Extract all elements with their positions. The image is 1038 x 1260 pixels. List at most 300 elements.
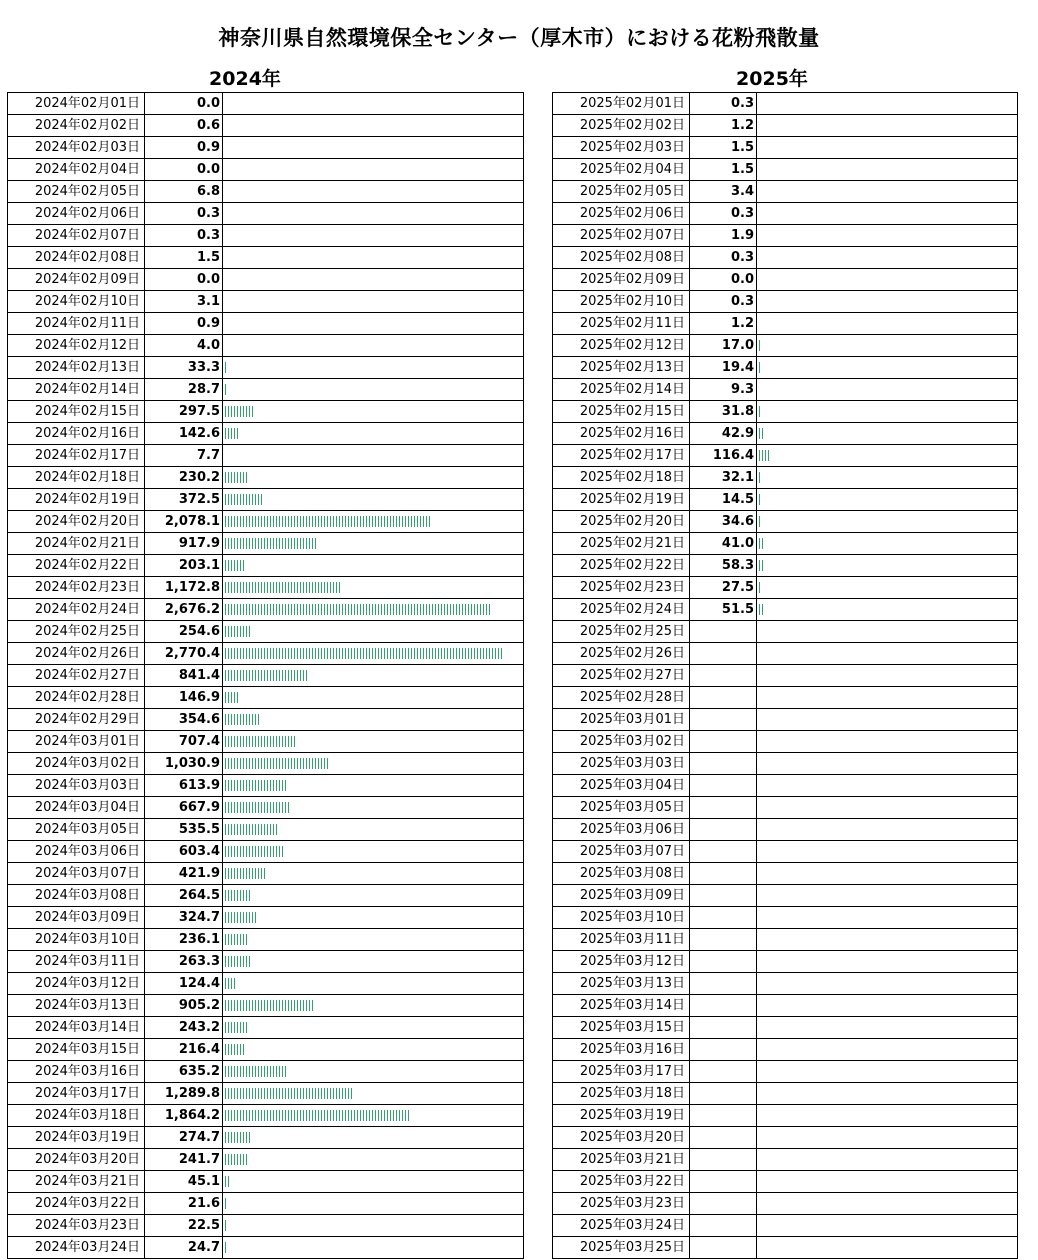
date-cell: 2025年02月01日 bbox=[553, 93, 690, 114]
bar-cell bbox=[757, 1237, 1017, 1258]
table-row bbox=[552, 423, 1018, 445]
table-row bbox=[552, 687, 1018, 709]
bar-cell bbox=[223, 1017, 523, 1038]
table-row bbox=[552, 225, 1018, 247]
bar-cell bbox=[223, 643, 523, 664]
value-cell: 17.0 bbox=[690, 335, 757, 356]
table-row bbox=[552, 203, 1018, 225]
pollen-bar bbox=[225, 890, 251, 901]
bar-cell bbox=[223, 1105, 523, 1126]
bar-cell bbox=[757, 203, 1017, 224]
table-row bbox=[7, 533, 524, 555]
table-row bbox=[7, 313, 524, 335]
date-cell: 2025年02月17日 bbox=[553, 445, 690, 466]
table-row bbox=[7, 379, 524, 401]
value-cell: 613.9 bbox=[145, 775, 223, 796]
bar-cell bbox=[757, 687, 1017, 708]
table-row bbox=[7, 555, 524, 577]
date-cell: 2025年03月15日 bbox=[553, 1017, 690, 1038]
bar-cell bbox=[223, 1149, 523, 1170]
table-row bbox=[7, 753, 524, 775]
date-cell: 2024年02月10日 bbox=[8, 291, 145, 312]
date-cell: 2024年02月29日 bbox=[8, 709, 145, 730]
table-row bbox=[7, 995, 524, 1017]
date-cell: 2024年02月28日 bbox=[8, 687, 145, 708]
date-cell: 2025年02月15日 bbox=[553, 401, 690, 422]
table-row bbox=[7, 907, 524, 929]
table-row bbox=[7, 1061, 524, 1083]
table-row bbox=[552, 1039, 1018, 1061]
bar-cell bbox=[757, 445, 1017, 466]
date-cell: 2024年02月21日 bbox=[8, 533, 145, 554]
value-cell: 1,030.9 bbox=[145, 753, 223, 774]
table-row bbox=[7, 467, 524, 489]
value-cell: 3.4 bbox=[690, 181, 757, 202]
table-row bbox=[7, 203, 524, 225]
value-cell bbox=[690, 841, 757, 862]
bar-cell bbox=[223, 137, 523, 158]
date-cell: 2024年03月02日 bbox=[8, 753, 145, 774]
date-cell: 2024年03月15日 bbox=[8, 1039, 145, 1060]
value-cell: 45.1 bbox=[145, 1171, 223, 1192]
table-row bbox=[552, 1237, 1018, 1259]
pollen-bar bbox=[759, 340, 760, 351]
table-row bbox=[552, 1149, 1018, 1171]
table-row bbox=[552, 401, 1018, 423]
value-cell: 274.7 bbox=[145, 1127, 223, 1148]
bar-cell bbox=[223, 929, 523, 950]
date-cell: 2025年02月09日 bbox=[553, 269, 690, 290]
value-cell: 216.4 bbox=[145, 1039, 223, 1060]
value-cell: 21.6 bbox=[145, 1193, 223, 1214]
date-cell: 2025年03月13日 bbox=[553, 973, 690, 994]
table-row bbox=[552, 577, 1018, 599]
date-cell: 2025年03月08日 bbox=[553, 863, 690, 884]
date-cell: 2024年02月14日 bbox=[8, 379, 145, 400]
date-cell: 2025年02月10日 bbox=[553, 291, 690, 312]
date-cell: 2025年03月23日 bbox=[553, 1193, 690, 1214]
bar-cell bbox=[223, 1215, 523, 1236]
table-row bbox=[552, 1061, 1018, 1083]
date-cell: 2025年03月20日 bbox=[553, 1127, 690, 1148]
pollen-bar bbox=[225, 648, 502, 659]
pollen-bar bbox=[225, 1022, 249, 1033]
date-cell: 2024年02月07日 bbox=[8, 225, 145, 246]
date-cell: 2025年03月02日 bbox=[553, 731, 690, 752]
value-cell: 0.3 bbox=[690, 203, 757, 224]
table-row bbox=[552, 269, 1018, 291]
date-cell: 2024年02月16日 bbox=[8, 423, 145, 444]
table-row bbox=[552, 1083, 1018, 1105]
date-cell: 2025年02月19日 bbox=[553, 489, 690, 510]
table-row bbox=[552, 467, 1018, 489]
date-cell: 2025年03月25日 bbox=[553, 1237, 690, 1258]
table-row bbox=[552, 841, 1018, 863]
value-cell: 2,770.4 bbox=[145, 643, 223, 664]
bar-cell bbox=[223, 313, 523, 334]
bar-cell bbox=[757, 1127, 1017, 1148]
bar-cell bbox=[757, 555, 1017, 576]
value-cell: 2,676.2 bbox=[145, 599, 223, 620]
table-row bbox=[7, 115, 524, 137]
value-cell: 635.2 bbox=[145, 1061, 223, 1082]
value-cell: 1,289.8 bbox=[145, 1083, 223, 1104]
table-row bbox=[7, 423, 524, 445]
value-cell bbox=[690, 1017, 757, 1038]
date-cell: 2024年02月09日 bbox=[8, 269, 145, 290]
date-cell: 2024年03月16日 bbox=[8, 1061, 145, 1082]
pollen-bar bbox=[759, 604, 764, 615]
value-cell bbox=[690, 709, 757, 730]
bar-cell bbox=[223, 115, 523, 136]
value-cell: 0.3 bbox=[690, 291, 757, 312]
bar-cell bbox=[757, 159, 1017, 180]
table-row bbox=[552, 313, 1018, 335]
pollen-bar bbox=[225, 670, 309, 681]
date-cell: 2024年02月08日 bbox=[8, 247, 145, 268]
date-cell: 2024年03月06日 bbox=[8, 841, 145, 862]
date-cell: 2024年02月02日 bbox=[8, 115, 145, 136]
value-cell bbox=[690, 863, 757, 884]
table-row bbox=[7, 1039, 524, 1061]
value-cell: 905.2 bbox=[145, 995, 223, 1016]
table-row bbox=[7, 357, 524, 379]
pollen-bar bbox=[225, 758, 328, 769]
date-cell: 2024年03月12日 bbox=[8, 973, 145, 994]
date-cell: 2024年02月05日 bbox=[8, 181, 145, 202]
table-row bbox=[7, 181, 524, 203]
bar-cell bbox=[757, 269, 1017, 290]
table-row bbox=[7, 731, 524, 753]
value-cell bbox=[690, 1105, 757, 1126]
date-cell: 2024年02月25日 bbox=[8, 621, 145, 642]
bar-cell bbox=[223, 995, 523, 1016]
date-cell: 2025年03月09日 bbox=[553, 885, 690, 906]
date-cell: 2024年02月23日 bbox=[8, 577, 145, 598]
value-cell: 0.3 bbox=[145, 203, 223, 224]
date-cell: 2025年03月19日 bbox=[553, 1105, 690, 1126]
date-cell: 2024年03月08日 bbox=[8, 885, 145, 906]
date-cell: 2025年03月10日 bbox=[553, 907, 690, 928]
bar-cell bbox=[757, 995, 1017, 1016]
bar-cell bbox=[223, 577, 523, 598]
value-cell: 0.0 bbox=[690, 269, 757, 290]
bar-cell bbox=[757, 1061, 1017, 1082]
table-row bbox=[7, 1105, 524, 1127]
date-cell: 2025年03月16日 bbox=[553, 1039, 690, 1060]
value-cell: 41.0 bbox=[690, 533, 757, 554]
value-cell bbox=[690, 621, 757, 642]
table-row bbox=[7, 863, 524, 885]
value-cell: 236.1 bbox=[145, 929, 223, 950]
bar-cell bbox=[223, 665, 523, 686]
bar-cell bbox=[223, 511, 523, 532]
value-cell bbox=[690, 885, 757, 906]
value-cell: 603.4 bbox=[145, 841, 223, 862]
table-row bbox=[7, 885, 524, 907]
date-cell: 2025年03月05日 bbox=[553, 797, 690, 818]
value-cell: 58.3 bbox=[690, 555, 757, 576]
table-row bbox=[7, 445, 524, 467]
value-cell bbox=[690, 1061, 757, 1082]
table-row bbox=[7, 335, 524, 357]
bar-cell bbox=[757, 423, 1017, 444]
value-cell: 841.4 bbox=[145, 665, 223, 686]
date-cell: 2025年02月25日 bbox=[553, 621, 690, 642]
date-cell: 2024年02月17日 bbox=[8, 445, 145, 466]
pollen-bar bbox=[759, 582, 761, 593]
date-cell: 2024年02月11日 bbox=[8, 313, 145, 334]
pollen-bar bbox=[225, 868, 267, 879]
table-row bbox=[7, 797, 524, 819]
value-cell: 1,864.2 bbox=[145, 1105, 223, 1126]
table-row bbox=[552, 929, 1018, 951]
bar-cell bbox=[223, 1061, 523, 1082]
bar-cell bbox=[223, 951, 523, 972]
pollen-bar bbox=[225, 1132, 252, 1143]
bar-cell bbox=[223, 687, 523, 708]
table-row bbox=[7, 489, 524, 511]
date-cell: 2024年03月19日 bbox=[8, 1127, 145, 1148]
date-cell: 2025年02月06日 bbox=[553, 203, 690, 224]
bar-cell bbox=[757, 731, 1017, 752]
value-cell bbox=[690, 665, 757, 686]
date-cell: 2024年03月21日 bbox=[8, 1171, 145, 1192]
date-cell: 2024年03月04日 bbox=[8, 797, 145, 818]
pollen-bar bbox=[759, 428, 763, 439]
pollen-bar bbox=[225, 846, 285, 857]
value-cell bbox=[690, 819, 757, 840]
table-row bbox=[7, 401, 524, 423]
pollen-bar bbox=[225, 824, 278, 835]
bar-cell bbox=[223, 797, 523, 818]
bar-cell bbox=[223, 489, 523, 510]
bar-cell bbox=[223, 709, 523, 730]
table-row bbox=[7, 643, 524, 665]
bar-cell bbox=[223, 819, 523, 840]
bar-cell bbox=[757, 313, 1017, 334]
pollen-bar bbox=[759, 406, 762, 417]
table-row bbox=[552, 1193, 1018, 1215]
date-cell: 2024年02月20日 bbox=[8, 511, 145, 532]
page-title: 神奈川県自然環境保全センター（厚木市）における花粉飛散量 bbox=[218, 26, 820, 50]
date-cell: 2025年02月12日 bbox=[553, 335, 690, 356]
date-cell: 2024年03月18日 bbox=[8, 1105, 145, 1126]
table-row bbox=[7, 159, 524, 181]
value-cell: 0.3 bbox=[690, 247, 757, 268]
bar-cell bbox=[223, 225, 523, 246]
date-cell: 2025年02月18日 bbox=[553, 467, 690, 488]
table-row bbox=[552, 665, 1018, 687]
date-cell: 2025年03月11日 bbox=[553, 929, 690, 950]
table-row bbox=[7, 973, 524, 995]
table-row bbox=[7, 247, 524, 269]
value-cell bbox=[690, 995, 757, 1016]
table-row bbox=[552, 709, 1018, 731]
bar-cell bbox=[757, 621, 1017, 642]
pollen-bar bbox=[225, 428, 239, 439]
pollen-bar bbox=[225, 538, 316, 549]
table-row bbox=[552, 555, 1018, 577]
bar-cell bbox=[757, 181, 1017, 202]
table-row bbox=[7, 819, 524, 841]
pollen-bar bbox=[759, 516, 762, 527]
table-row bbox=[552, 775, 1018, 797]
pollen-table-2025 bbox=[552, 92, 1018, 1259]
bar-cell bbox=[223, 555, 523, 576]
bar-cell bbox=[223, 1237, 523, 1258]
pollen-bar bbox=[225, 1242, 227, 1253]
value-cell: 0.6 bbox=[145, 115, 223, 136]
table-row bbox=[552, 181, 1018, 203]
date-cell: 2025年02月24日 bbox=[553, 599, 690, 620]
table-row bbox=[7, 621, 524, 643]
value-cell: 7.7 bbox=[145, 445, 223, 466]
year-heading-2025: 2025年 bbox=[736, 68, 808, 90]
date-cell: 2025年03月24日 bbox=[553, 1215, 690, 1236]
value-cell: 24.7 bbox=[145, 1237, 223, 1258]
value-cell: 19.4 bbox=[690, 357, 757, 378]
date-cell: 2024年02月24日 bbox=[8, 599, 145, 620]
bar-cell bbox=[223, 423, 523, 444]
date-cell: 2024年02月03日 bbox=[8, 137, 145, 158]
value-cell: 32.1 bbox=[690, 467, 757, 488]
bar-cell bbox=[223, 1083, 523, 1104]
pollen-bar bbox=[225, 626, 250, 637]
date-cell: 2024年03月03日 bbox=[8, 775, 145, 796]
value-cell bbox=[690, 775, 757, 796]
value-cell: 116.4 bbox=[690, 445, 757, 466]
date-cell: 2024年03月11日 bbox=[8, 951, 145, 972]
value-cell: 0.9 bbox=[145, 137, 223, 158]
bar-cell bbox=[223, 841, 523, 862]
date-cell: 2025年02月13日 bbox=[553, 357, 690, 378]
value-cell: 1.5 bbox=[145, 247, 223, 268]
table-row bbox=[552, 995, 1018, 1017]
bar-cell bbox=[757, 599, 1017, 620]
date-cell: 2024年02月01日 bbox=[8, 93, 145, 114]
value-cell bbox=[690, 1083, 757, 1104]
date-cell: 2024年02月04日 bbox=[8, 159, 145, 180]
bar-cell bbox=[757, 643, 1017, 664]
value-cell bbox=[690, 687, 757, 708]
value-cell: 0.9 bbox=[145, 313, 223, 334]
date-cell: 2024年03月01日 bbox=[8, 731, 145, 752]
bar-cell bbox=[757, 489, 1017, 510]
bar-cell bbox=[223, 907, 523, 928]
table-row bbox=[552, 621, 1018, 643]
table-row bbox=[7, 951, 524, 973]
value-cell: 230.2 bbox=[145, 467, 223, 488]
bar-cell bbox=[757, 973, 1017, 994]
value-cell: 28.7 bbox=[145, 379, 223, 400]
value-cell: 0.3 bbox=[145, 225, 223, 246]
pollen-bar bbox=[225, 714, 260, 725]
bar-cell bbox=[757, 1017, 1017, 1038]
date-cell: 2025年02月21日 bbox=[553, 533, 690, 554]
bar-cell bbox=[223, 1193, 523, 1214]
value-cell: 34.6 bbox=[690, 511, 757, 532]
value-cell: 142.6 bbox=[145, 423, 223, 444]
bar-cell bbox=[223, 269, 523, 290]
value-cell: 297.5 bbox=[145, 401, 223, 422]
date-cell: 2025年02月16日 bbox=[553, 423, 690, 444]
bar-cell bbox=[223, 203, 523, 224]
bar-cell bbox=[223, 159, 523, 180]
date-cell: 2025年02月02日 bbox=[553, 115, 690, 136]
date-cell: 2025年03月14日 bbox=[553, 995, 690, 1016]
value-cell: 0.3 bbox=[690, 93, 757, 114]
bar-cell bbox=[223, 291, 523, 312]
table-row bbox=[7, 577, 524, 599]
date-cell: 2025年02月22日 bbox=[553, 555, 690, 576]
pollen-bar bbox=[225, 560, 245, 571]
table-row bbox=[552, 1105, 1018, 1127]
bar-cell bbox=[223, 357, 523, 378]
bar-cell bbox=[223, 621, 523, 642]
date-cell: 2024年03月23日 bbox=[8, 1215, 145, 1236]
table-row bbox=[552, 797, 1018, 819]
date-cell: 2025年02月23日 bbox=[553, 577, 690, 598]
value-cell: 263.3 bbox=[145, 951, 223, 972]
table-row bbox=[7, 841, 524, 863]
value-cell: 27.5 bbox=[690, 577, 757, 598]
pollen-bar bbox=[225, 604, 492, 615]
date-cell: 2025年03月04日 bbox=[553, 775, 690, 796]
value-cell: 33.3 bbox=[145, 357, 223, 378]
value-cell: 1,172.8 bbox=[145, 577, 223, 598]
date-cell: 2024年02月12日 bbox=[8, 335, 145, 356]
date-cell: 2025年02月26日 bbox=[553, 643, 690, 664]
date-cell: 2024年02月06日 bbox=[8, 203, 145, 224]
table-row bbox=[7, 1193, 524, 1215]
table-row bbox=[552, 1215, 1018, 1237]
bar-cell bbox=[757, 775, 1017, 796]
bar-cell bbox=[757, 753, 1017, 774]
table-row bbox=[552, 599, 1018, 621]
date-cell: 2025年02月11日 bbox=[553, 313, 690, 334]
table-row bbox=[552, 731, 1018, 753]
bar-cell bbox=[757, 533, 1017, 554]
table-row bbox=[552, 159, 1018, 181]
value-cell: 3.1 bbox=[145, 291, 223, 312]
date-cell: 2024年03月24日 bbox=[8, 1237, 145, 1258]
value-cell: 254.6 bbox=[145, 621, 223, 642]
bar-cell bbox=[757, 335, 1017, 356]
value-cell: 421.9 bbox=[145, 863, 223, 884]
table-row bbox=[552, 93, 1018, 115]
date-cell: 2025年03月06日 bbox=[553, 819, 690, 840]
value-cell: 0.0 bbox=[145, 93, 223, 114]
bar-cell bbox=[223, 467, 523, 488]
value-cell: 22.5 bbox=[145, 1215, 223, 1236]
value-cell bbox=[690, 1237, 757, 1258]
bar-cell bbox=[223, 973, 523, 994]
date-cell: 2025年02月27日 bbox=[553, 665, 690, 686]
bar-cell bbox=[223, 335, 523, 356]
table-row bbox=[552, 863, 1018, 885]
table-row bbox=[552, 533, 1018, 555]
table-row bbox=[7, 1237, 524, 1259]
date-cell: 2025年03月18日 bbox=[553, 1083, 690, 1104]
pollen-bar bbox=[225, 978, 237, 989]
value-cell: 0.0 bbox=[145, 159, 223, 180]
bar-cell bbox=[223, 93, 523, 114]
date-cell: 2025年02月08日 bbox=[553, 247, 690, 268]
date-cell: 2025年02月28日 bbox=[553, 687, 690, 708]
pollen-bar bbox=[225, 1220, 227, 1231]
table-row bbox=[7, 709, 524, 731]
